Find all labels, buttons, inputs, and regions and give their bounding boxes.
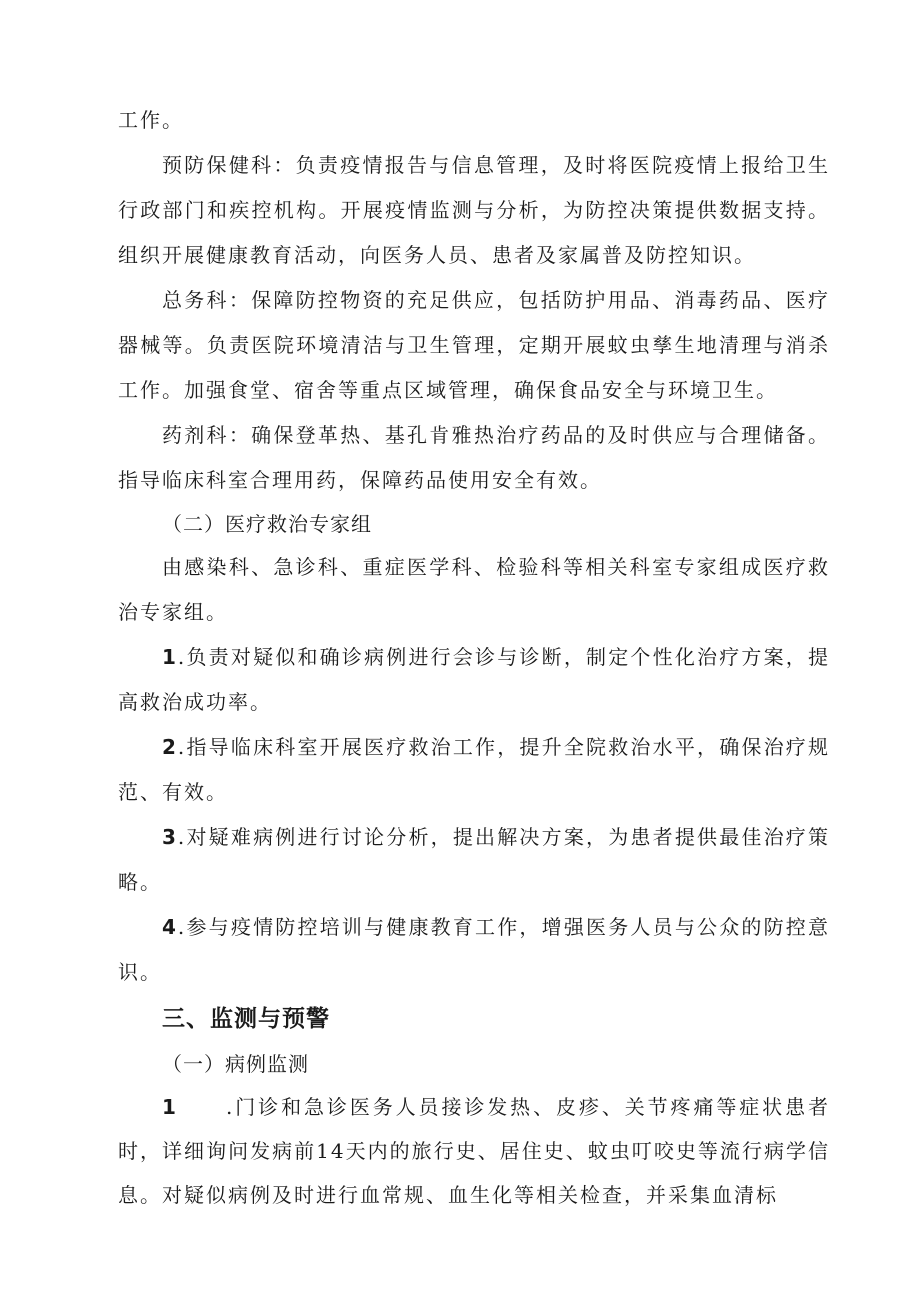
expert-group-intro: 由感染科、急诊科、重症医学科、检验科等相关科室专家组成医疗救治专家组。 (118, 555, 830, 624)
item-number: 2 (162, 735, 178, 759)
expert-item-1 (118, 635, 830, 725)
dept-paragraph-pharmacy: 药剂科：确保登革热、基孔肯雅热治疗药品的及时供应与合理储备。指导临床科室合理用药，保障药品使用安全有效。 (118, 423, 830, 492)
document-page (118, 98, 830, 1217)
continuation-text: 工作。 (118, 108, 184, 132)
expert-group-heading: （二）医疗救治专家组 (162, 512, 372, 536)
item-text: .对疑难病例进行讨论分析，提出解决方案，为患者提供最佳治疗策略。 (118, 825, 830, 894)
item-number: 3 (162, 825, 178, 849)
dept-paragraph-prevention: 预防保健科：负责疫情报告与信息管理，及时将医院疫情上报给卫生行政部门和疾控机构。开展疫情监测与分析，为防控决策提供数据支持。组织开展健康教育活动，向医务人员、患者及家属普及防控知识。 (118, 153, 830, 267)
item-number: 1 (162, 1095, 178, 1119)
expert-item-4 (118, 905, 830, 995)
item-number: 4 (162, 915, 178, 939)
item-text: .负责对疑似和确诊病例进行会诊与诊断，制定个性化治疗方案，提高救治成功率。 (118, 645, 830, 714)
section-heading-monitoring: 三、监测与预警 (162, 1006, 330, 1032)
expert-item-3 (118, 815, 830, 905)
monitoring-item-1 (118, 1085, 830, 1217)
expert-item-2 (118, 725, 830, 815)
case-monitoring-heading: （一）病例监测 (162, 1052, 309, 1076)
dept-paragraph-general-affairs: 总务科：保障防控物资的充足供应，包括防护用品、消毒药品、医疗器械等。负责医院环境清洁与卫生管理，定期开展蚊虫孳生地清理与消杀工作。加强食堂、宿舍等重点区域管理，确保食品安全与环境卫生。 (118, 288, 830, 402)
item-text: .门诊和急诊医务人员接诊发热、皮疹、关节疼痛等症状患者时，详细询问发病前14天内的旅行史、居住史、蚊虫叮咬史等流行病学信息。对疑似病例及时进行血常规、血生化等相关检查，并采集血清标 (118, 1095, 830, 1207)
item-text: .指导临床科室开展医疗救治工作，提升全院救治水平，确保治疗规范、有效。 (118, 735, 830, 804)
item-number: 1 (162, 645, 178, 669)
item-text: .参与疫情防控培训与健康教育工作，增强医务人员与公众的防控意识。 (118, 915, 830, 984)
